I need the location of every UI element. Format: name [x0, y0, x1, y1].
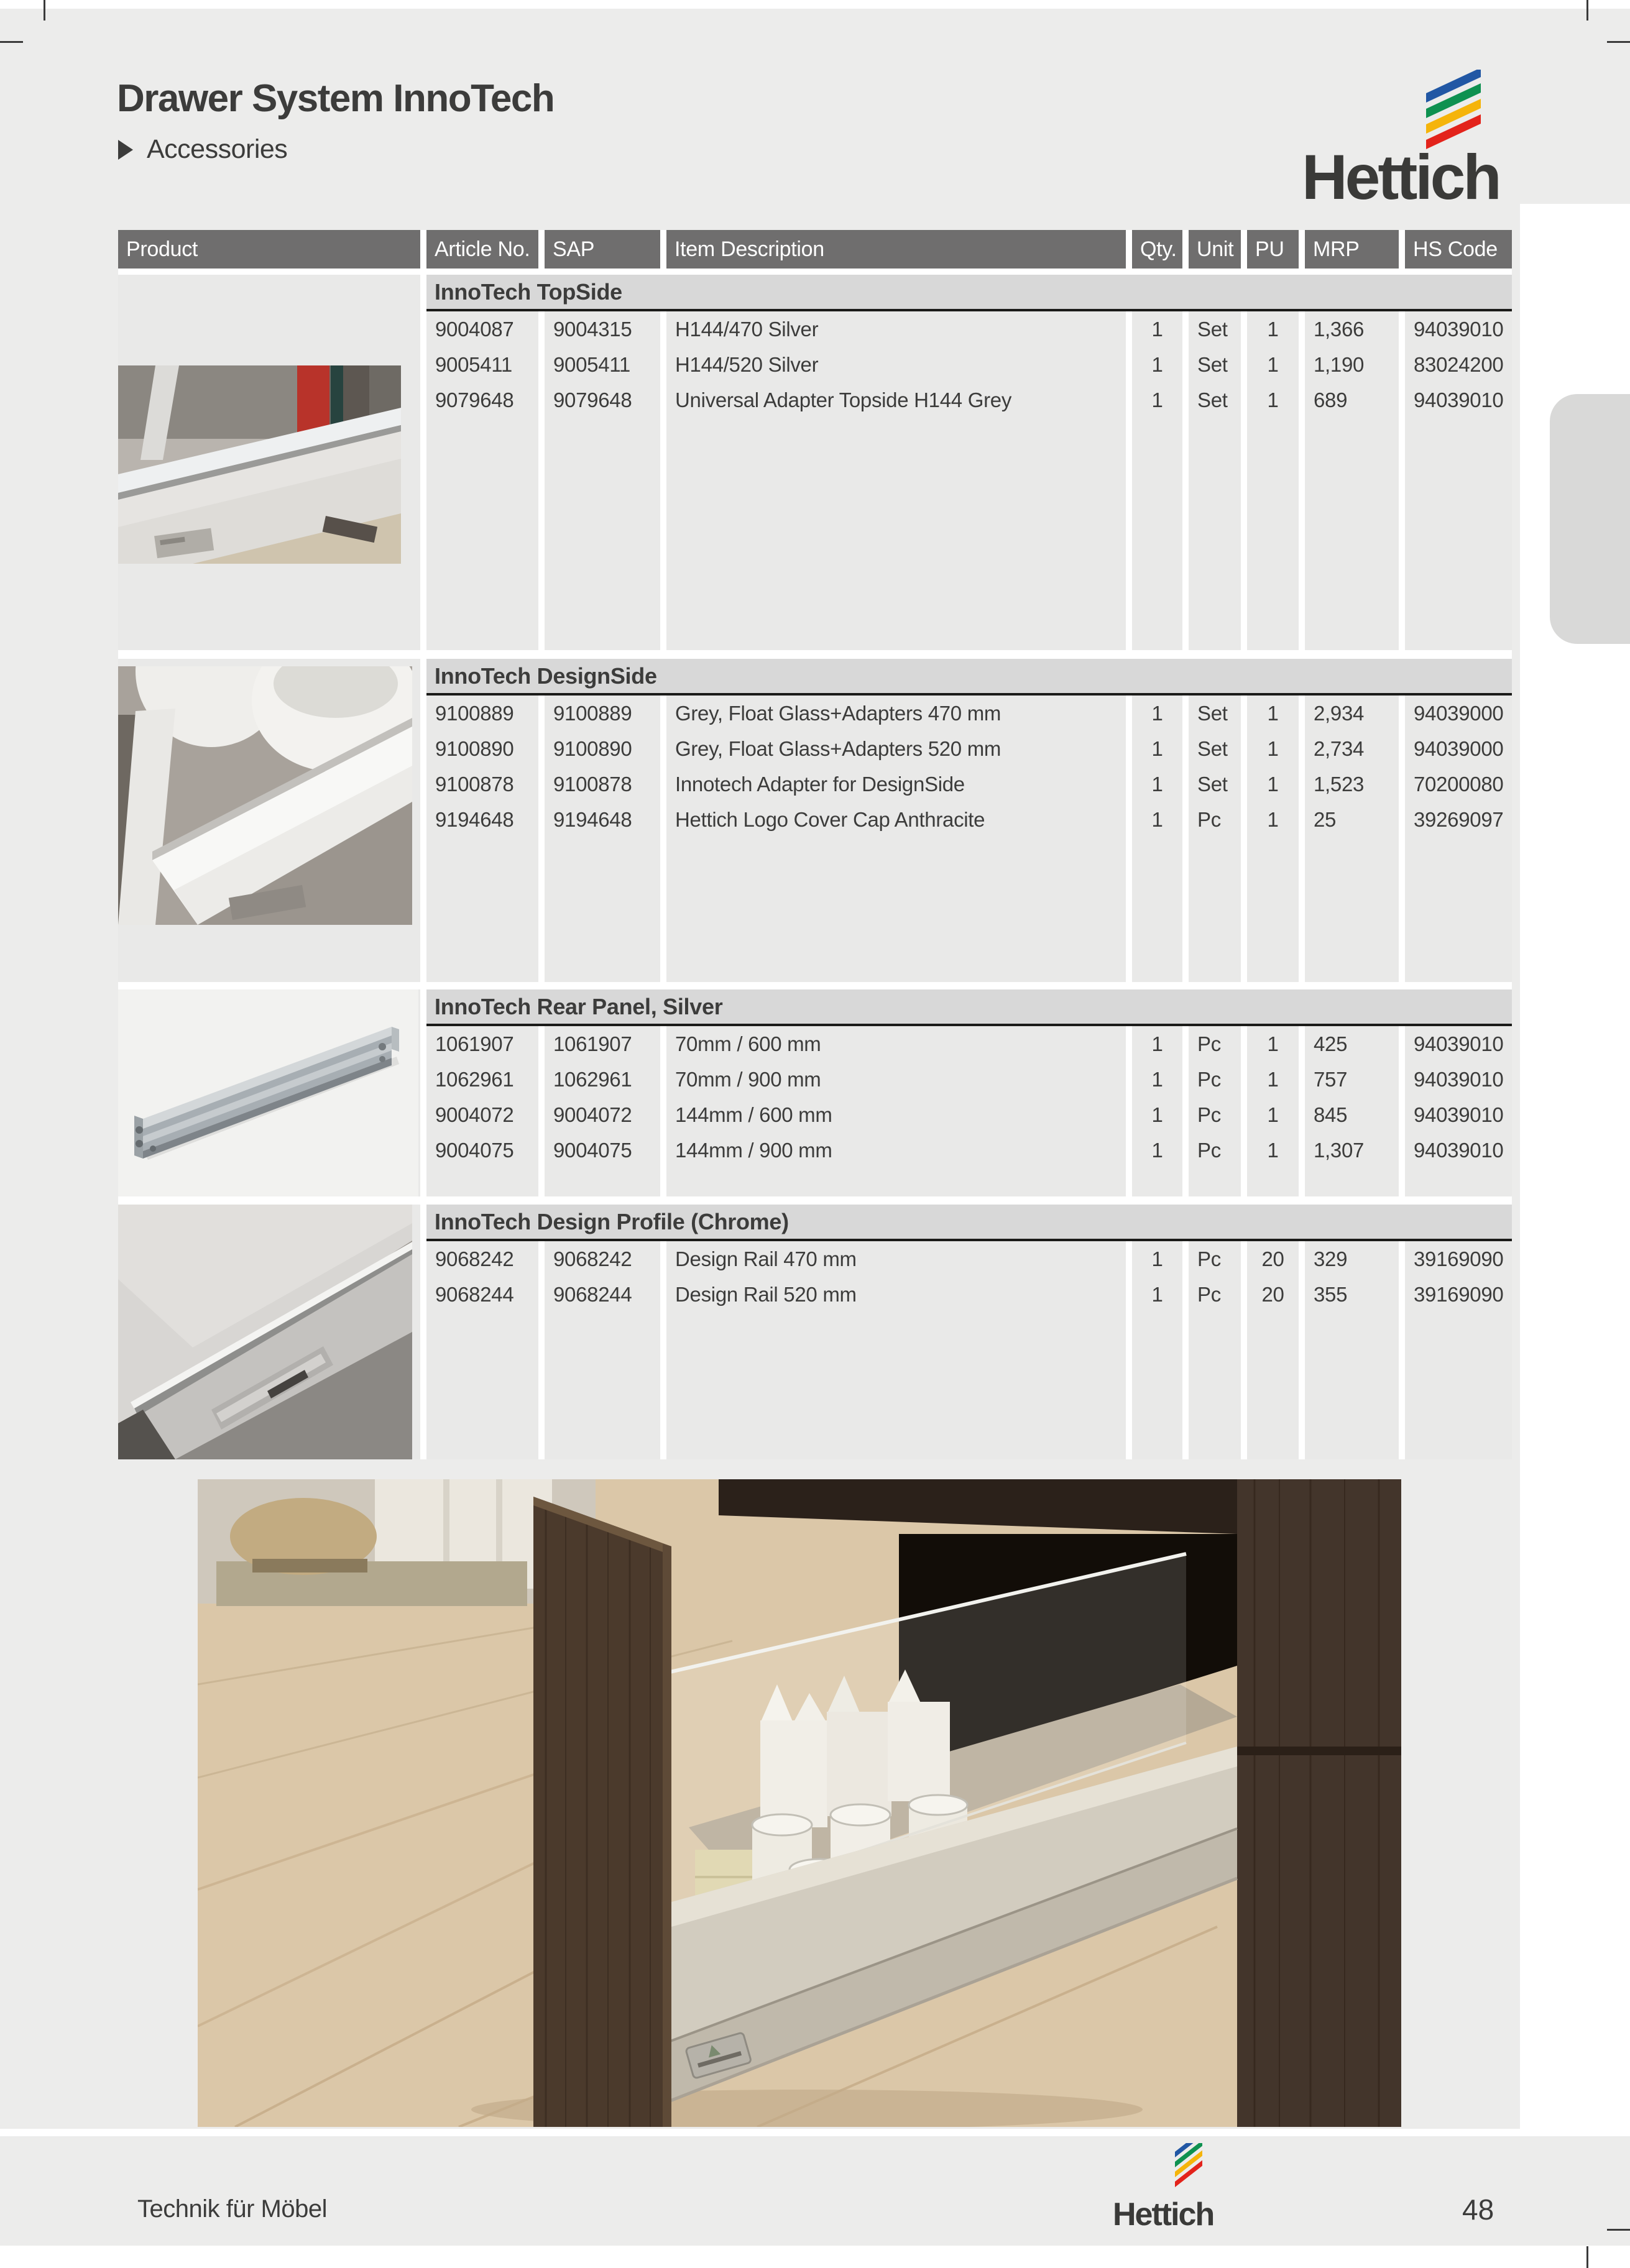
table-cell: 20	[1261, 1283, 1284, 1306]
footer-tagline: Technik für Möbel	[137, 2195, 327, 2223]
table-cell: 9004075	[435, 1139, 514, 1162]
table-cell: 9068242	[435, 1247, 514, 1270]
table-cell: 1061907	[435, 1032, 514, 1055]
col-header-unit: Unit	[1189, 230, 1241, 269]
table-column	[666, 1026, 1126, 1196]
col-header-hs-code: HS Code	[1405, 230, 1512, 269]
table-cell: 1	[1151, 773, 1163, 796]
table-column	[1305, 1241, 1399, 1459]
table-cell: 83024200	[1414, 353, 1504, 376]
table-column	[1132, 1026, 1182, 1196]
table-cell: Pc	[1197, 808, 1221, 831]
table-cell: 1	[1267, 773, 1279, 796]
table-cell: 1	[1151, 1103, 1163, 1126]
table-cell: Universal Adapter Topside H144 Grey	[675, 388, 1012, 411]
logo-wordmark: Hettich	[1302, 142, 1499, 204]
table-column	[1305, 311, 1399, 650]
crop-mark-bottom-right-v	[1586, 2246, 1588, 2268]
table-cell: H144/470 Silver	[675, 318, 819, 341]
table-cell: 94039000	[1414, 702, 1504, 725]
table-cell: 9068244	[435, 1283, 514, 1306]
table-cell: 425	[1314, 1032, 1348, 1055]
section-design-profile	[118, 1205, 1512, 1459]
table-cell: 355	[1314, 1283, 1348, 1306]
section-rear-panel	[118, 989, 1512, 1196]
table-cell: 1062961	[435, 1068, 514, 1091]
table-cell: Hettich Logo Cover Cap Anthracite	[675, 808, 985, 831]
table-cell: 1,523	[1314, 773, 1365, 796]
table-column	[1247, 1026, 1299, 1196]
design-profile-chrome-photo	[118, 1205, 412, 1459]
product-image-cell	[118, 275, 420, 650]
logo-stripes-icon	[1175, 2143, 1202, 2187]
rear-panel-silver-photo	[118, 989, 418, 1196]
table-column	[1247, 696, 1299, 982]
table-cell: 94039010	[1414, 1068, 1504, 1091]
table-cell: 94039010	[1414, 1139, 1504, 1162]
table-cell: Innotech Adapter for DesignSide	[675, 773, 965, 796]
table-cell: 9100878	[553, 773, 632, 796]
page-subtitle: Accessories	[147, 134, 288, 164]
table-cell: 1	[1151, 1139, 1163, 1162]
section-title: InnoTech Rear Panel, Silver	[426, 989, 1512, 1026]
table-column	[1247, 1241, 1299, 1459]
table-cell: 39169090	[1414, 1283, 1504, 1306]
table-cell: 1	[1151, 353, 1163, 376]
table-column	[426, 1241, 538, 1459]
table-header-row	[118, 230, 1512, 269]
table-cell: Pc	[1197, 1247, 1221, 1270]
table-column	[666, 311, 1126, 650]
table-column	[545, 696, 660, 982]
table-cell: 9100889	[553, 702, 632, 725]
table-cell: Set	[1197, 737, 1228, 760]
hettich-logo	[1298, 70, 1509, 204]
table-cell: 1,190	[1314, 353, 1365, 376]
table-column	[426, 696, 538, 982]
table-cell: 1061907	[553, 1032, 632, 1055]
table-cell: 9004072	[435, 1103, 514, 1126]
table-cell: 1062961	[553, 1068, 632, 1091]
table-cell: Design Rail 520 mm	[675, 1283, 857, 1306]
table-cell: 94039010	[1414, 388, 1504, 411]
table-cell: 2,934	[1314, 702, 1365, 725]
table-column	[666, 696, 1126, 982]
page-number: 48	[1462, 2193, 1494, 2226]
table-cell: 144mm / 900 mm	[675, 1139, 832, 1162]
table-cell: 1	[1267, 1068, 1279, 1091]
table-cell: 1	[1267, 737, 1279, 760]
table-column	[1305, 696, 1399, 982]
section-title: InnoTech TopSide	[426, 275, 1512, 311]
table-cell: 70200080	[1414, 773, 1504, 796]
table-cell: 1	[1151, 1283, 1163, 1306]
triangle-bullet-icon	[118, 140, 133, 160]
table-cell: 1,366	[1314, 318, 1365, 341]
table-cell: H144/520 Silver	[675, 353, 819, 376]
crop-mark-top-left-h	[0, 41, 23, 43]
table-column	[1305, 1026, 1399, 1196]
table-column	[1189, 696, 1241, 982]
table-column	[1189, 1026, 1241, 1196]
table-column	[1132, 696, 1182, 982]
crop-mark-bottom-right-h	[1607, 2229, 1630, 2231]
table-cell: Grey, Float Glass+Adapters 470 mm	[675, 702, 1001, 725]
table-column	[666, 1241, 1126, 1459]
table-cell: Pc	[1197, 1139, 1221, 1162]
table-cell: 25	[1314, 808, 1337, 831]
table-column	[426, 1026, 538, 1196]
table-column	[545, 1026, 660, 1196]
table-cell: 9004087	[435, 318, 514, 341]
table-column	[1189, 1241, 1241, 1459]
table-cell: 9004075	[553, 1139, 632, 1162]
table-cell: 1	[1151, 388, 1163, 411]
col-header-qty: Qty.	[1132, 230, 1182, 269]
table-cell: 70mm / 900 mm	[675, 1068, 821, 1091]
col-header-article-no: Article No.	[426, 230, 538, 269]
table-column	[1132, 311, 1182, 650]
crop-mark-top-right-v	[1586, 0, 1588, 21]
table-cell: 757	[1314, 1068, 1348, 1091]
section-title: InnoTech Design Profile (Chrome)	[426, 1205, 1512, 1241]
table-cell: Pc	[1197, 1283, 1221, 1306]
section-title: InnoTech DesignSide	[426, 659, 1512, 696]
table-cell: 2,734	[1314, 737, 1365, 760]
table-column	[1132, 1241, 1182, 1459]
drawer-topside-photo	[118, 365, 401, 564]
table-cell: 39269097	[1414, 808, 1504, 831]
table-cell: 1	[1267, 1103, 1279, 1126]
table-cell: 329	[1314, 1247, 1348, 1270]
table-cell: 9194648	[435, 808, 514, 831]
table-cell: 9068242	[553, 1247, 632, 1270]
table-column	[426, 311, 538, 650]
table-cell: 20	[1261, 1247, 1284, 1270]
table-cell: 9194648	[553, 808, 632, 831]
table-cell: 9004315	[553, 318, 632, 341]
table-cell: 1	[1267, 353, 1279, 376]
table-column	[1405, 311, 1512, 650]
table-cell: 9004072	[553, 1103, 632, 1126]
table-cell: 9005411	[435, 353, 512, 376]
page-title: Drawer System InnoTech	[117, 77, 555, 120]
logo-stripes-icon	[1426, 70, 1481, 149]
table-cell: Set	[1197, 353, 1228, 376]
table-cell: 1	[1267, 1032, 1279, 1055]
table-cell: 1	[1267, 1139, 1279, 1162]
breadcrumb	[118, 134, 287, 165]
table-cell: 1	[1267, 702, 1279, 725]
crop-mark-top-right-h	[1607, 41, 1630, 43]
logo-wordmark: Hettich	[1113, 2197, 1214, 2230]
table-cell: 70mm / 600 mm	[675, 1032, 821, 1055]
crop-mark-top-left-v	[44, 0, 45, 21]
table-cell: 1	[1151, 1247, 1163, 1270]
table-cell: 1	[1267, 808, 1279, 831]
table-cell: 144mm / 600 mm	[675, 1103, 832, 1126]
table-cell: Set	[1197, 773, 1228, 796]
col-header-item-description: Item Description	[666, 230, 1126, 269]
table-cell: Set	[1197, 318, 1228, 341]
table-cell: Grey, Float Glass+Adapters 520 mm	[675, 737, 1001, 760]
table-cell: 1	[1151, 737, 1163, 760]
table-cell: 689	[1314, 388, 1348, 411]
product-image-cell	[118, 989, 420, 1196]
table-cell: 39169090	[1414, 1247, 1504, 1270]
section-topside	[118, 275, 1512, 650]
col-header-mrp: MRP	[1305, 230, 1399, 269]
table-cell: 9068244	[553, 1283, 632, 1306]
table-cell: 1	[1267, 318, 1279, 341]
page-edge-tab	[1550, 394, 1630, 644]
table-column	[1405, 696, 1512, 982]
section-designside	[118, 659, 1512, 982]
table-cell: 94039010	[1414, 1032, 1504, 1055]
footer-band	[0, 2136, 1630, 2246]
table-cell: 94039010	[1414, 318, 1504, 341]
table-cell: 9100890	[435, 737, 514, 760]
table-column	[1189, 311, 1241, 650]
table-cell: 94039000	[1414, 737, 1504, 760]
table-cell: 9100889	[435, 702, 514, 725]
table-column	[545, 311, 660, 650]
table-cell: Pc	[1197, 1068, 1221, 1091]
table-cell: Pc	[1197, 1103, 1221, 1126]
table-cell: 1	[1151, 702, 1163, 725]
hettich-logo-small	[1112, 2143, 1221, 2230]
table-cell: 845	[1314, 1103, 1348, 1126]
table-cell: 94039010	[1414, 1103, 1504, 1126]
col-header-pu: PU	[1247, 230, 1299, 269]
table-cell: Pc	[1197, 1032, 1221, 1055]
table-cell: 1	[1151, 1032, 1163, 1055]
col-header-sap: SAP	[545, 230, 660, 269]
col-header-product: Product	[118, 230, 420, 269]
table-cell: Set	[1197, 702, 1228, 725]
table-cell: 1,307	[1314, 1139, 1365, 1162]
table-column	[545, 1241, 660, 1459]
table-cell: 1	[1267, 388, 1279, 411]
product-image-cell	[118, 659, 420, 982]
table-column	[1405, 1026, 1512, 1196]
table-cell: 9079648	[435, 388, 514, 411]
accessories-table	[118, 230, 1512, 1459]
table-cell: Design Rail 470 mm	[675, 1247, 857, 1270]
product-image-cell	[118, 1205, 420, 1459]
table-cell: 9005411	[553, 353, 630, 376]
table-cell: 1	[1151, 318, 1163, 341]
table-cell: 1	[1151, 808, 1163, 831]
table-column	[1247, 311, 1299, 650]
open-kitchen-drawer-with-glass-sides-photo	[198, 1479, 1401, 2127]
drawer-designside-glass-photo	[118, 666, 412, 925]
table-cell: 1	[1151, 1068, 1163, 1091]
table-cell: 9100878	[435, 773, 514, 796]
table-cell: 9100890	[553, 737, 632, 760]
table-column	[1405, 1241, 1512, 1459]
table-cell: 9079648	[553, 388, 632, 411]
table-cell: Set	[1197, 388, 1228, 411]
